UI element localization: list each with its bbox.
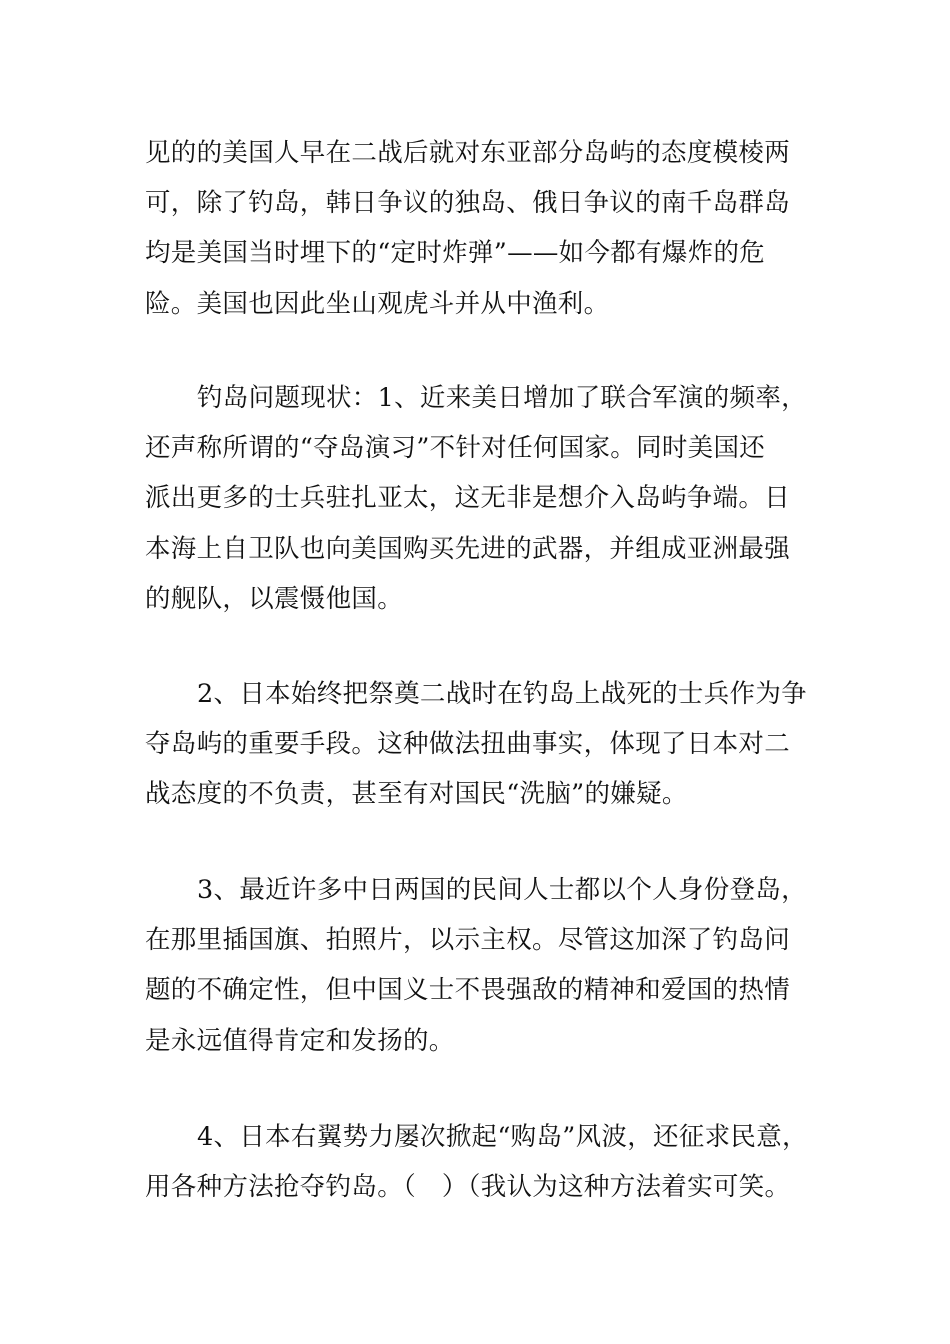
paragraph-1 (145, 128, 825, 329)
paragraph-5-line-2: 用各种方法抢夺钓岛。（ ）（我认为这种方法着实可笑。 (145, 1172, 791, 1203)
paragraph-4 (145, 865, 825, 1066)
paragraph-3-line-3: 战态度的不负责，甚至有对国民“洗脑”的嫌疑。 (145, 779, 688, 810)
paragraph-5-line-1: 4、日本右翼势力屡次掀起“购岛”风波，还征求民意， (197, 1122, 808, 1152)
paragraph-4-line-4: 是永远值得肯定和发扬的。 (145, 1025, 455, 1056)
paragraph-3-line-1: 2、日本始终把祭奠二战时在钓岛上战死的士兵作为争 (197, 679, 807, 709)
paragraph-1-line-3: 均是美国当时埋下的“定时炸弹”——如今都有爆炸的危 (145, 238, 766, 269)
paragraph-4-line-2: 在那里插国旗、拍照片，以示主权。尽管这加深了钓岛问 (145, 925, 791, 956)
paragraph-3-line-2: 夺岛屿的重要手段。这种做法扭曲事实，体现了日本对二 (145, 729, 791, 760)
paragraph-1-line-4: 险。美国也因此坐山观虎斗并从中渔利。 (145, 288, 610, 319)
paragraph-3 (145, 669, 825, 820)
paragraph-2 (145, 373, 825, 624)
paragraph-2-line-5: 的舰队，以震慑他国。 (145, 583, 404, 614)
paragraph-2-line-2: 还声称所谓的“夺岛演习”不针对任何国家。同时美国还 (145, 433, 766, 464)
paragraph-1-line-2: 可，除了钓岛，韩日争议的独岛、俄日争议的南千岛群岛 (145, 188, 791, 219)
paragraph-5 (145, 1112, 825, 1212)
paragraph-1-line-1: 见的的美国人早在二战后就对东亚部分岛屿的态度模棱两 (145, 138, 791, 168)
paragraph-2-line-4: 本海上自卫队也向美国购买先进的武器，并组成亚洲最强 (145, 533, 791, 564)
paragraph-4-line-1: 3、最近许多中日两国的民间人士都以个人身份登岛， (197, 875, 807, 905)
paragraph-4-line-3: 题的不确定性，但中国义士不畏强敌的精神和爱国的热情 (145, 975, 791, 1006)
paragraph-2-line-1: 钓岛问题现状：1、近来美日增加了联合军演的频率， (197, 383, 807, 413)
paragraph-2-line-3: 派出更多的士兵驻扎亚太，这无非是想介入岛屿争端。日 (145, 483, 791, 514)
